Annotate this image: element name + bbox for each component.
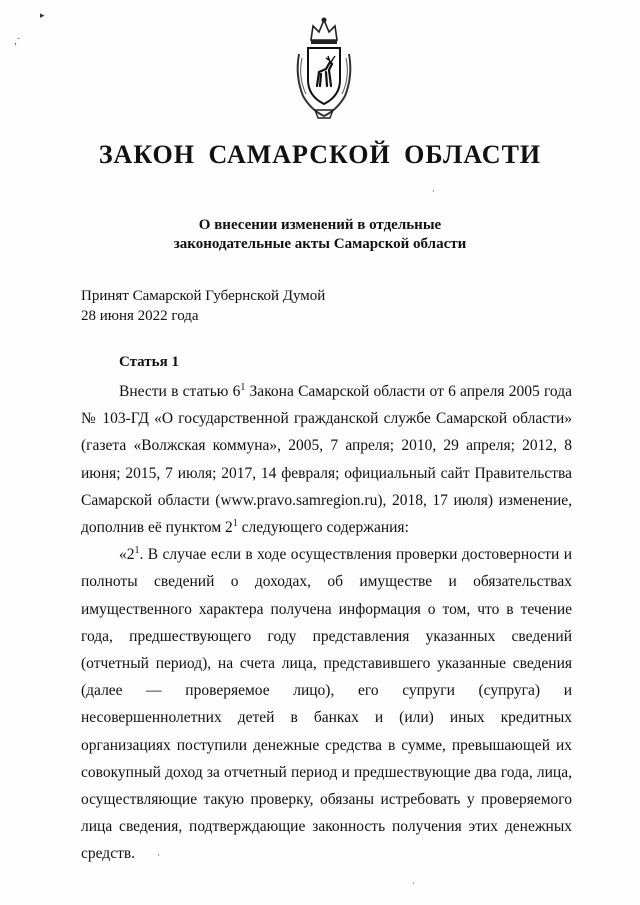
- adopted-by: Принят Самарской Губернской Думой: [81, 288, 326, 304]
- scan-mark: ‚ˉ: [14, 36, 20, 46]
- article-body: [81, 378, 572, 868]
- scan-mark: ▸: [40, 10, 45, 20]
- paragraph-amendment: Внести в статью $6^1$ Закона Самарской области от 6 апреля 2005 года № 103-ГД «О государственной гражданской службе Самарской области» (газета «Волжская коммуна», 2005, 7 апреля; 2010, 29 апреля; 2012, 8 июня; 2015, 7 июля; 2017, 14 февраля; официальный сайт Правительства Самарской области (www.pravo.samregion.ru), 2018, 17 июля) изменение, дополнив её пунктом $2^1$ следующего содержания:: [81, 381, 572, 537]
- paragraph-new-clause: «$2^1$. В случае если в ходе осуществления проверки достоверности и полноты сведений о доходах, об имуществе и обязательствах имущественного характера получена информация о том, что в течение года, предшествующего году представления указанных сведений (отчетный период), на счета лица, представившего указанные сведения (далее — проверяемое лицо), его супруги (супруга) и несовершеннолетних детей в банках и (или) иных кредитных организациях поступили денежные средства в сумме, превышающей их совокупный доход за отчетный период и предшествующие два года, лица, осуществляющие такую проверку, обязаны истребовать у проверяемого лица сведения, подтверждающие законность получения этих денежных средств.: [81, 545, 572, 863]
- law-subtitle: [0, 216, 640, 254]
- coat-of-arms-emblem: [293, 14, 355, 122]
- subtitle-line: законодательные акты Самарской области: [173, 236, 467, 252]
- scan-mark: ·: [157, 850, 160, 860]
- subtitle-line: О внесении изменений в отдельные: [198, 217, 442, 233]
- adoption-date: 28 июня 2022 года: [81, 308, 199, 324]
- scan-mark: ·: [412, 878, 415, 888]
- article-heading: Статья 1: [119, 354, 179, 370]
- scan-mark: ·: [432, 186, 435, 196]
- law-title: ЗАКОН САМАРСКОЙ ОБЛАСТИ: [98, 140, 542, 169]
- adoption-info: [81, 286, 325, 326]
